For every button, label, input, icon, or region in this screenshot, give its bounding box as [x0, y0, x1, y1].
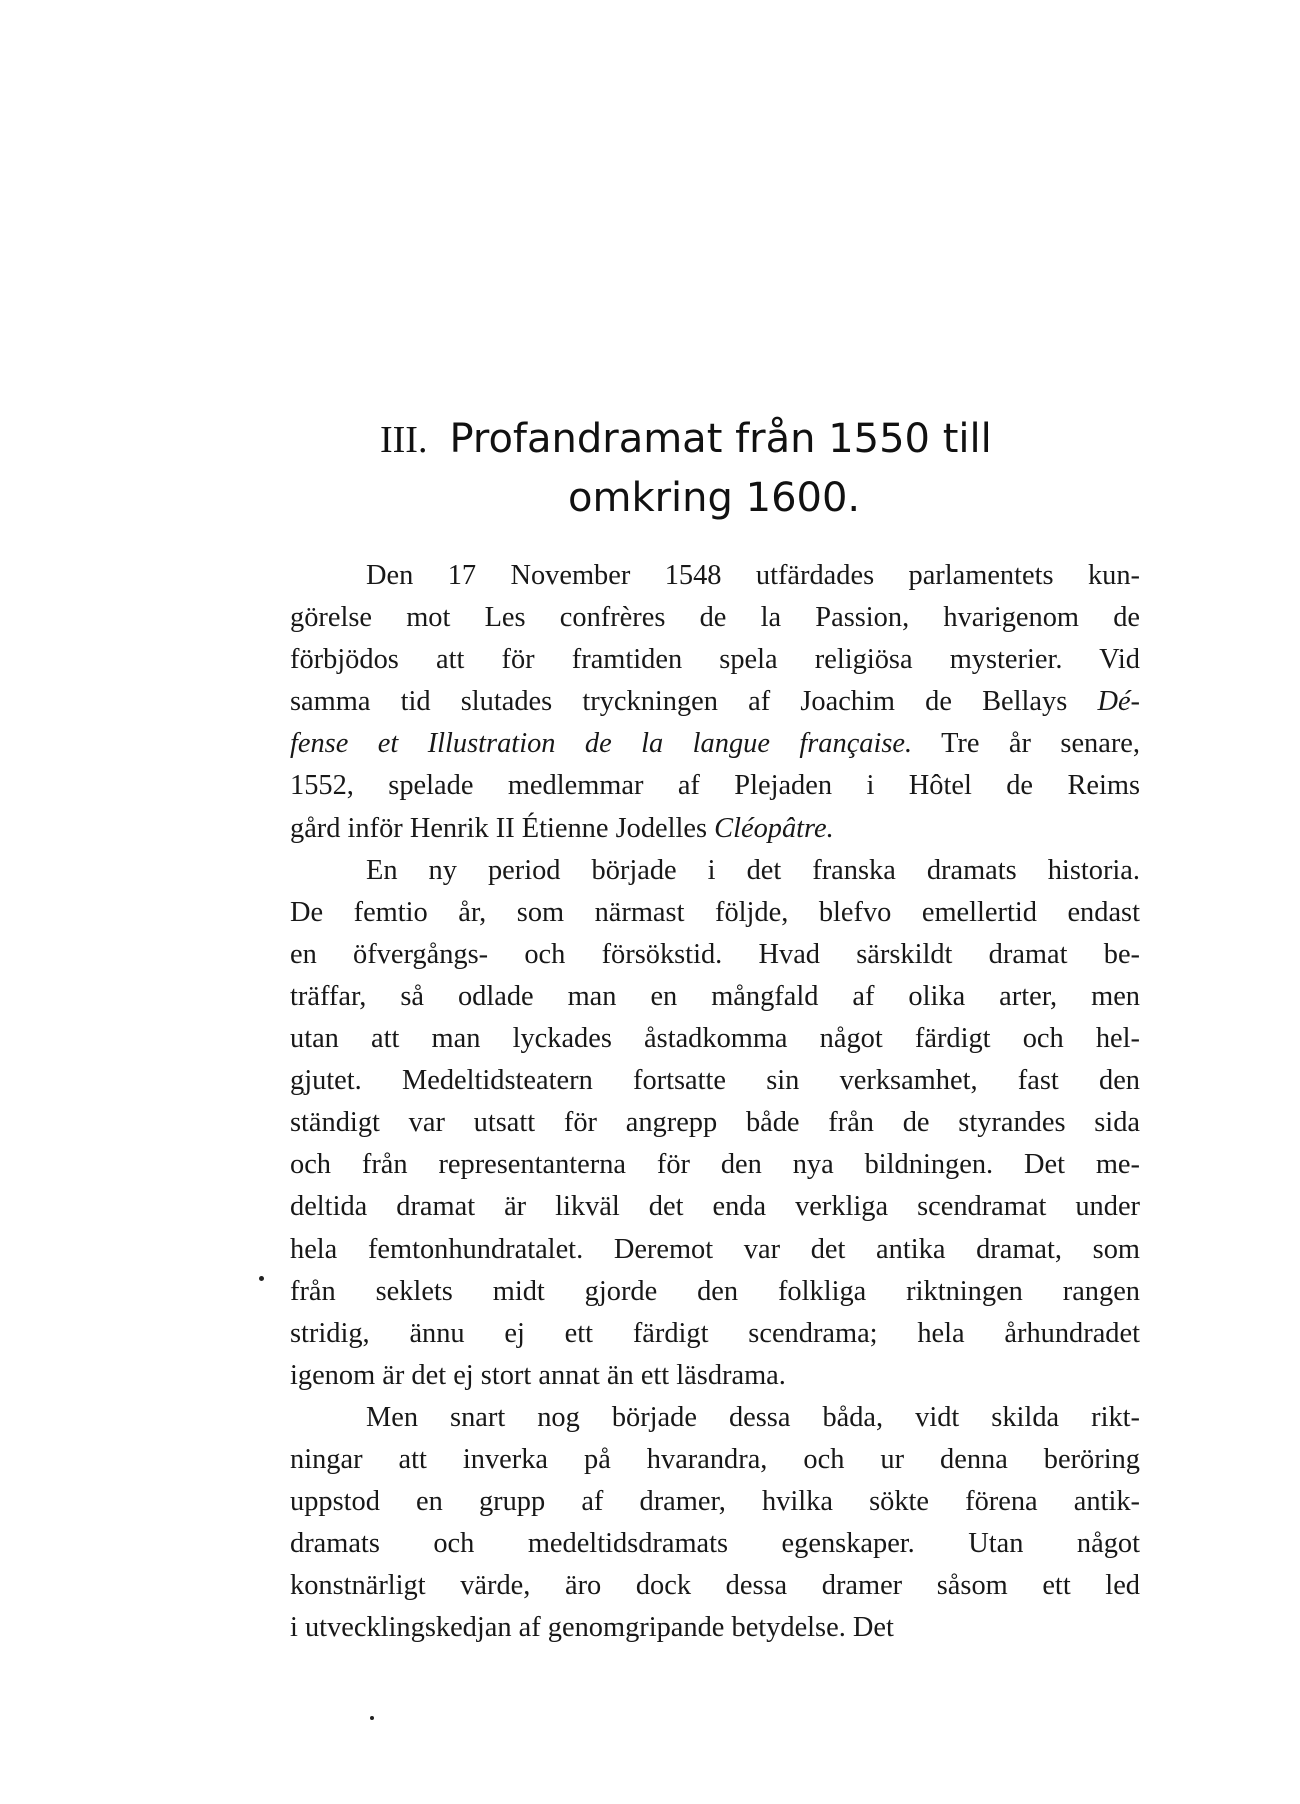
text-run: 1552, spelade medlemmar af Plejaden i Hôtel de Reims: [290, 770, 1140, 802]
text-run: deltida dramat är likväl det enda verkliga scendramat under: [290, 1191, 1140, 1223]
text-run: och från representanterna för den nya bildningen. Det me-: [290, 1149, 1140, 1181]
text-line: [290, 1607, 1140, 1649]
text-run: i utvecklingskedjan af genomgripande betydelse. Det: [290, 1612, 894, 1644]
text-line: [290, 1439, 1140, 1481]
text-line: [290, 1102, 1140, 1144]
text-line: [290, 1481, 1140, 1523]
italic-title-run: Cléopâtre.: [714, 812, 834, 844]
text-line: [290, 555, 1140, 597]
paragraph: [290, 1397, 1140, 1650]
text-run: uppstod en grupp af dramer, hvilka sökte förena antik-: [290, 1486, 1140, 1518]
text-line: [290, 597, 1140, 639]
text-line: [290, 1186, 1140, 1228]
text-run: Men snart nog började dessa båda, vidt skilda rikt-: [366, 1401, 1140, 1433]
text-line: [290, 681, 1140, 723]
text-line: [290, 1355, 1140, 1397]
chapter-numeral: III.: [380, 419, 428, 461]
text-line: [290, 1523, 1140, 1565]
text-line: [290, 1313, 1140, 1355]
margin-mark: [259, 1276, 264, 1281]
text-line: [290, 976, 1140, 1018]
text-run: från seklets midt gjorde den folkliga riktningen rangen: [290, 1275, 1140, 1307]
text-run: hela femtonhundratalet. Deremot var det antika dramat, som: [290, 1233, 1140, 1265]
stray-speck: [370, 1716, 374, 1720]
text-line: [290, 1229, 1140, 1271]
text-line: [290, 639, 1140, 681]
text-run: En ny period började i det franska dramats historia.: [366, 854, 1140, 886]
text-run: Den 17 November 1548 utfärdades parlamentets kun-: [366, 560, 1140, 591]
text-run: konstnärligt värde, äro dock dessa dramer såsom ett led: [290, 1570, 1140, 1602]
chapter-heading: [380, 410, 1100, 527]
text-run: igenom är det ej stort annat än ett läsdrama.: [290, 1359, 786, 1391]
text-run: gjutet. Medeltidsteatern fortsatte sin verksamhet, fast den: [290, 1065, 1140, 1097]
text-line: [290, 1018, 1140, 1060]
italic-title-run: Dé-: [1097, 686, 1140, 718]
text-line: [290, 1060, 1140, 1102]
text-run: görelse mot Les confrères de la Passion, hvarigenom de: [290, 602, 1140, 634]
text-run: gård inför Henrik II Étienne Jodelles: [290, 812, 715, 844]
body-text: [290, 555, 1140, 1649]
text-line: [290, 765, 1140, 807]
text-run: utan att man lyckades åstadkomma något färdigt och hel-: [290, 1023, 1140, 1055]
text-line: [290, 850, 1140, 892]
text-run: dramats och medeltidsdramats egenskaper. Utan något: [290, 1528, 1140, 1560]
text-run: ständigt var utsatt för angrepp både från de styrandes sida: [290, 1107, 1140, 1139]
chapter-title-part-2: omkring 1600.: [568, 475, 861, 521]
text-line: [290, 1397, 1140, 1439]
text-run: De femtio år, som närmast följde, blefvo emellertid endast: [290, 896, 1140, 928]
paragraph: [290, 850, 1140, 1397]
text-run: förbjödos att för framtiden spela religiösa mysterier. Vid: [290, 644, 1140, 676]
text-line: [290, 723, 1140, 765]
chapter-title-part-1: Profandramat från 1550 till: [449, 416, 992, 462]
text-line: [290, 1565, 1140, 1607]
text-run: ningar att inverka på hvarandra, och ur denna beröring: [290, 1443, 1140, 1475]
text-line: [290, 1271, 1140, 1313]
text-line: [290, 1144, 1140, 1186]
text-run: Tre år senare,: [912, 728, 1140, 760]
italic-title-run: fense et Illustration de la langue française.: [290, 728, 913, 760]
text-run: en öfvergångs- och försökstid. Hvad särskildt dramat be-: [290, 938, 1140, 970]
text-run: stridig, ännu ej ett färdigt scendrama; hela århundradet: [290, 1317, 1140, 1349]
text-line: [290, 808, 1140, 850]
text-run: träffar, så odlade man en mångfald af olika arter, men: [290, 980, 1140, 1012]
text-line: [290, 892, 1140, 934]
paragraph: [290, 555, 1140, 850]
chapter-heading-line-1: [380, 410, 1100, 469]
text-line: [290, 934, 1140, 976]
text-run: samma tid slutades tryckningen af Joachim de Bellays: [290, 686, 1098, 718]
